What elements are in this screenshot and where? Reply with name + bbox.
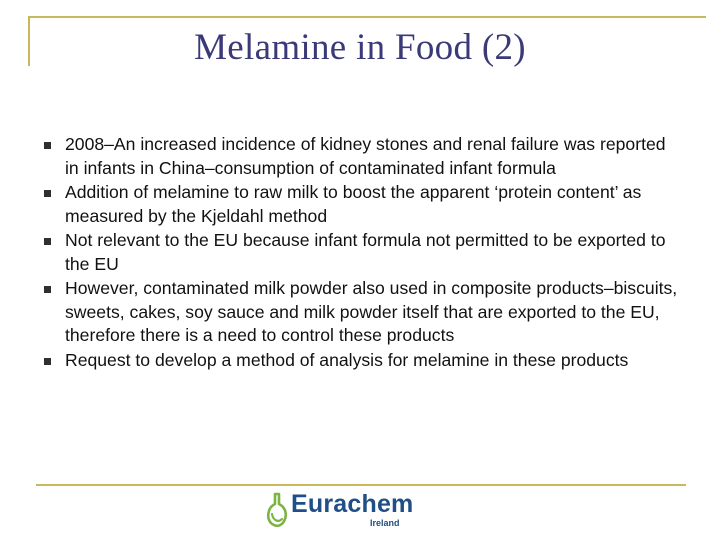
bullet-item — [44, 277, 684, 348]
bullet-list — [44, 133, 684, 373]
flask-icon — [266, 492, 288, 528]
slide-title: Melamine in Food (2) — [194, 27, 526, 68]
bullet-square-icon — [44, 238, 51, 245]
logo-name: Eurachem — [291, 490, 414, 518]
bullet-square-icon — [44, 142, 51, 149]
bullet-text: Request to develop a method of analysis for melamine in these products — [65, 349, 629, 370]
bullet-text: Addition of melamine to raw milk to boost the apparent ‘protein content’ as measured by the Kjeldahl method — [65, 182, 642, 226]
bullet-square-icon — [44, 286, 51, 293]
bullet-item — [44, 181, 684, 228]
bullet-text: However, contaminated milk powder also used in composite products–biscuits, sweets, cakes, soy sauce and milk powder itself that are exported to the EU, therefore there is a need to control these products — [65, 278, 678, 345]
bullet-text: Not relevant to the EU because infant formula not permitted to be exported to the EU — [65, 230, 666, 274]
bottom-rule — [36, 484, 686, 486]
bullet-square-icon — [44, 190, 51, 197]
bullet-square-icon — [44, 358, 51, 365]
top-rule — [28, 16, 706, 18]
logo-subtitle: Ireland — [370, 518, 400, 528]
bullet-item — [44, 349, 684, 373]
bullet-item — [44, 133, 684, 180]
bullet-item — [44, 229, 684, 276]
eurachem-logo — [266, 490, 426, 532]
bullet-text: 2008–An increased incidence of kidney stones and renal failure was reported in infants in China–consumption of contaminated infant formula — [65, 134, 666, 178]
